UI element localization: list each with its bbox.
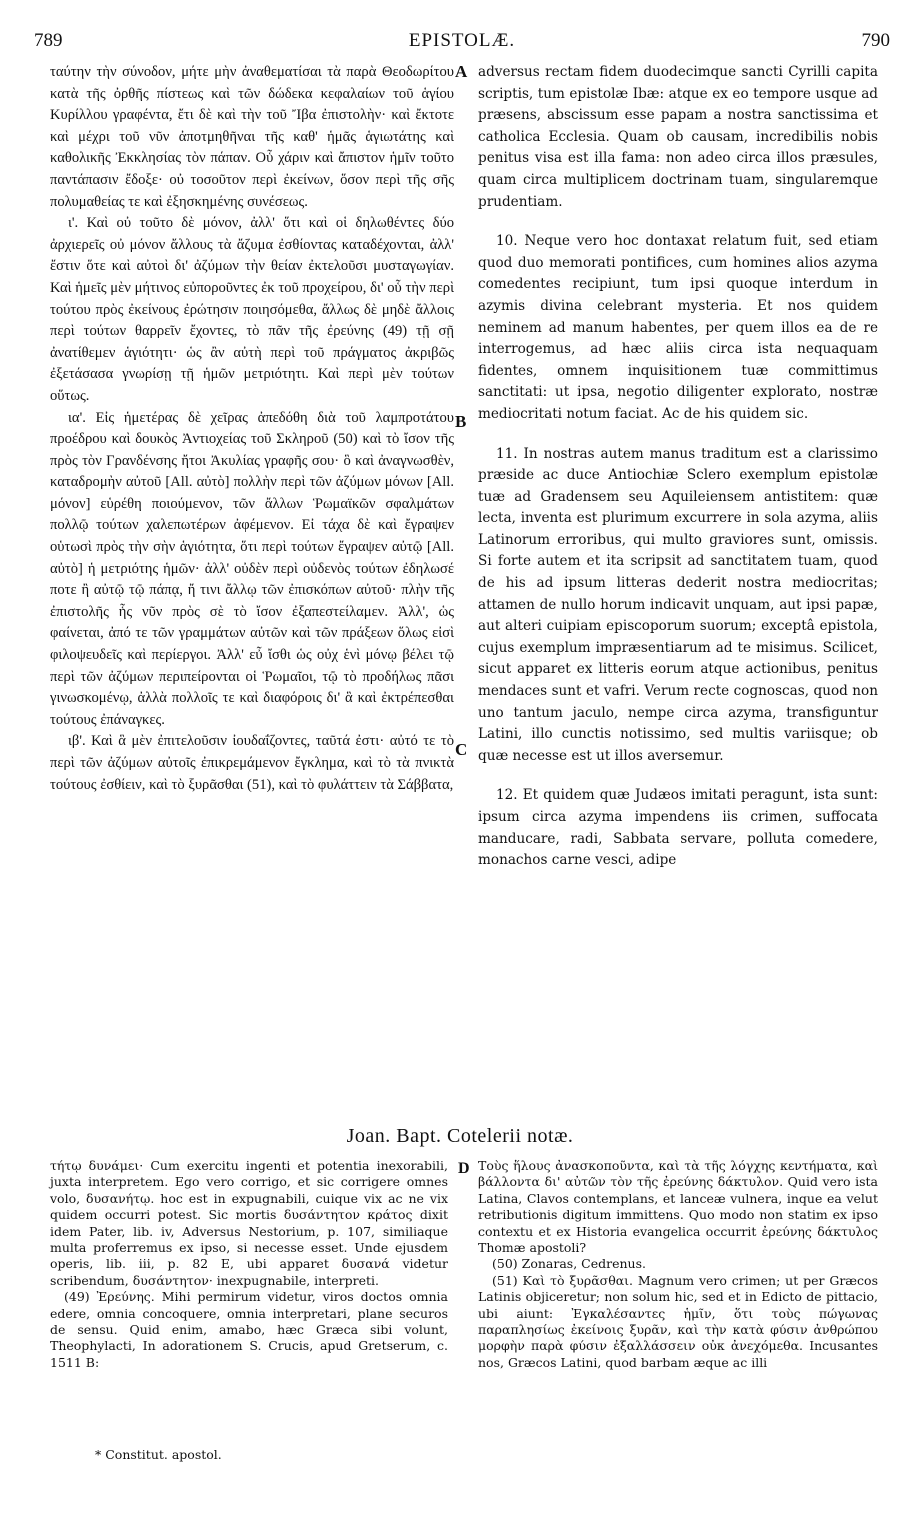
notes-right-column	[478, 1158, 878, 1371]
latin-text-column	[478, 62, 878, 872]
latin-paragraph: 12. Et quidem quæ Judæos imitati peragunt, ista sunt: ipsum circa azyma impendens iis crimen, suffocata manducare, radi, Sabbata servare, polluta comedere, monachos carne vesci, adipe	[478, 787, 878, 869]
margin-marker-b: B	[455, 412, 467, 431]
page-number-right: 790	[861, 30, 890, 51]
greek-paragraph: ια'. Εἰς ἡμετέρας δὲ χεῖρας ἀπεδόθη διὰ τοῦ λαμπροτάτου προέδρου καὶ δουκὸς Ἀντιοχείας τοῦ Σκληροῦ (50) καὶ τὸ ἴσον τῆς πρὸς τὸν Γρανδένσης ἤτοι Ἀκυλίας γραφῆς σου· ὃ καὶ ἀναγνωσθὲν, καταδρομὴν αὐτοῦ [All. αὐτὸ] πολλὴν περὶ τῶν ἀζύμων μόνων [All. μόνον] εὑρέθη ποιούμενον, τῶν ἄλλων Ῥωμαϊκῶν σφαλμάτων πολλῷ τούτων χαλεπωτέρων ἀφέμενον. Εἰ τάχα δὲ καὶ ἔγραψεν οὑτωσὶ πρὸς τὴν σὴν ἁγιότητα, ὅτι περὶ τούτων ἔγραψεν αὐτῷ [All. αὐτὸ] ἡ μετριότης ἡμῶν· ἀλλ' οὐδὲν περὶ οὐδενὸς τούτων ἐδηλωσέ ποτε ἢ αὐτῷ τῷ πάπᾳ, ἤ τινι ἄλλῳ τῶν ἐπισκόπων αὐτοῦ· πλὴν τῆς ἐπιστολῆς ἧς νῦν πρὸς σὲ τὸ ἴσον ἐξαπεστείλαμεν. Ἀλλ', ὡς φαίνεται, ἀπό τε τῶν γραμμάτων αὐτῶν καὶ τῶν πράξεων ὅλως εἰσὶ φιλοψευδεῖς καὶ περίεργοι. Ἀλλ' εὖ ἴσθι ὡς οὐχ ἑνὶ μόνῳ βέλει τῷ περὶ τῶν ἀζύμων περιπείρονται οἱ Ῥωμαῖοι, τῷ τὸ προδήλως πᾶσι γινωσκομένῳ, ἀλλὰ πολλοῖς τε καὶ διαφόροις δι' ἃ καὶ ἐκτρέπεσθαι τούτους ἐπάναγκες.	[50, 409, 454, 728]
note-paragraph: (51) Καὶ τὸ ξυρᾶσθαι. Magnum vero crimen; ut per Græcos Latinis objiceretur; non solum hic, sed et in Edicto de pittacio, ubi aiunt: Ἐγκαλέσαντες ἡμῖν, ὅτι τοὺς πώγωνας παραπλησίως ἐκείνοις ξυρᾶν, καὶ τὴν κατὰ φύσιν ἀνθρώπου μορφὴν παρὰ φύσιν ἐξαλλάσσειν οὐκ ἀνεχόμεθα. Incusantes nos, Græcos Latini, quod barbam æque ac illi	[478, 1272, 878, 1370]
margin-marker-a: A	[455, 62, 468, 81]
note-paragraph: τήτῳ δυνάμει· Cum exercitu ingenti et potentia inexorabili, juxta interpretem. Ego vero corrigo, et sic corrigere omnes volo, δυσανήτῳ. hoc est in expugnabili, cuique vix ac ne vix quidem occurri potest. Sic mortis δυσάντητον κράτος dixit idem Pater, lib. iv, Adversus Nestorium, p. 107, similiaque multa proferremus ex ipso, si necesse esset. Unde ejusdem operis, lib. iii, p. 82 E, ubi apparet δυσανά videtur scribendum, δυσάντητον· inexpugnabile, interpreti.	[50, 1158, 448, 1288]
margin-marker-d: D	[458, 1160, 470, 1177]
greek-paragraph: ιβ'. Καὶ ἃ μὲν ἐπιτελοῦσιν ἰουδαΐζοντες, ταῦτά ἐστι· αὐτό τε τὸ περὶ τῶν ἀζύμων αὐτοῖς ἐπικρεμάμενον ἔγκλημα, καὶ τὸ τὰ πνικτὰ τούτους ἐσθίειν, καὶ τὸ ξυρᾶσθαι (51), καὶ τὸ φυλάττειν τὰ Σάββατα,	[50, 733, 454, 793]
greek-paragraph: ι'. Καὶ οὐ τοῦτο δὲ μόνον, ἀλλ' ὅτι καὶ οἱ δηλωθέντες δύο ἀρχιερεῖς οὐ μόνον ἄλλους τὰ ἄζυμα ἐσθίοντας καταδέχονται, ἀλλ' ἔστιν ὅτε καὶ αὐτοὶ δι' ἀζύμων τὴν θείαν ἐκτελοῦσι μυσταγωγίαν. Καὶ ἡμεῖς μὲν μήτινος εὐποροῦντες ἐκ τοῦ προχείρου, δι' οὗ τὴν περὶ τούτου πρὸς ἐκείνους ἐρώτησιν ποιησόμεθα, ἄλλως δὲ μηδὲ ἄλλοις περὶ τούτων θαρρεῖν ἔχοντες, τὸ πᾶν τῆς ἐρεύνης (49) τῇ σῇ ἀνατίθεμεν ἁγιότητι· ὡς ἂν αὐτὴ περὶ τοῦ πράγματος ἀκριβῶς ἐξετάσασα γνωρίσῃ τῇ ἡμῶν μετριότητι. Καὶ περὶ μὲν τούτων οὕτως.	[50, 215, 454, 404]
footnote: * Constitut. apostol.	[95, 1447, 222, 1462]
greek-paragraph: ταύτην τὴν σύνοδον, μήτε μὴν ἀναθεματίσαι τὰ παρὰ Θεοδωρίτου κατὰ τῆς ὀρθῆς πίστεως καὶ τῶν δώδεκα κεφαλαίων τοῦ ἁγίου Κυρίλλου γραφέντα, ἔτι δὲ καὶ τὴν τοῦ Ἴβα ἐπιστολὴν· καὶ ἔκτοτε καὶ μέχρι τοῦ νῦν ἀποτμηθῆναι τῆς καθ' ἡμᾶς ἁγιωτάτης καὶ καθολικῆς Ἐκκλησίας τὸν πάπαν. Οὗ χάριν καὶ ἄπιστον ἡμῖν τοῦτο παντάπασιν ἔδοξε· οὐ τοσοῦτον περὶ ἐκείνων, ὅσον περὶ τῆς σῆς πολυμαθείας τε καὶ ἐξησκημένης συνέσεως.	[50, 64, 454, 210]
running-title: EPISTOLÆ.	[408, 30, 516, 51]
notes-left-column	[50, 1158, 448, 1371]
page-number-left: 789	[34, 30, 63, 51]
note-paragraph: (50) Zonaras, Cedrenus.	[492, 1256, 646, 1272]
note-paragraph: (49) Ἐρεύνης. Mihi permirum videtur, viros doctos omnia edere, omnia concoquere, omnia interpretari, plane securos de sensu. Quid enim, amabo, hæc Græca sibi volunt, Theophylacti, In adorationem S. Crucis, apud Gretserum, c. 1511 B:	[50, 1289, 448, 1370]
latin-paragraph: adversus rectam fidem duodecimque sancti Cyrilli capita scriptis, tum epistolæ Ibæ: atque ex eo tempore usque ad præsens, abscissum esse papam a nostra sanctissima et catholica Ecclesia. Quam ob causam, incredibilis nobis penitus visa est illa fama: non adeo circa illos præsules, quam circa multiplicem doctrinam tuam, singularemque prudentiam.	[478, 64, 878, 210]
note-paragraph: Τοὺς ἥλους ἀνασκοποῦντα, καὶ τὰ τῆς λόγχης κεντήματα, καὶ βάλλοντα δι' αὐτῶν τὸν τῆς ἐρεύνης δάκτυλον. Quid vero ista Latina, Clavos contemplans, et lanceæ vulnera, inque ea velut retributionis digitum immittens. Quo modo non statim ex ipso contextu et ex Historia evangelica occurrit ἐρεύνης δάκτυλος Thomæ apostoli?	[478, 1158, 878, 1256]
latin-paragraph: 11. In nostras autem manus traditum est a clarissimo præside ac duce Antiochiæ Sclero exemplum epistolæ tuæ ad Gradensem seu Aquileiensem antistitem: quæ lecta, inventa est plurimum excurrere in sola azyma, aliis Latinorum erroribus, qui multo graviores sunt, omissis. Si forte autem et ita scripsit ad sanctitatem tuam, quod de his ad ipsum litteras dederit nostra mediocritas; attamen de nullo horum indicavit unquam, aut ipsi papæ, aut alteri cuipiam episcoporum suorum; exceptâ epistola, cujus exemplum impræsentiarum ad te misimus. Scilicet, sicut apparet ex litteris eorum atque actionibus, penitus mendaces sunt et vafri. Verum recte cognoscas, quod non uno tantum jaculo, nempe circa azyma, transfiguntur Latini, illo cunctis notissimo, sed multis variisque; ob quæ necesse est ut illos aversemur.	[478, 445, 878, 764]
latin-paragraph: 10. Neque vero hoc dontaxat relatum fuit, sed etiam quod duo memorati pontifices, cum homines alios azyma comedentes recipiunt, tum ipsi quoque interdum in azymis divina celebrant mysteria. Et nos quidem neminem ad manum habentes, per quem illos ea de re interrogemus, ad hæc aliis circa ista nequaquam fidentes, omnem inquisitionem tuæ committimus sanctitati: ut ipsa, negotio diligenter explorato, nostræ mediocritati notum faciat. Ac de his quidem sic.	[478, 233, 878, 422]
notes-heading: Joan. Bapt. Cotelerii notæ.	[346, 1125, 574, 1147]
page-header	[34, 30, 890, 54]
margin-marker-c: C	[455, 740, 468, 759]
greek-text-column	[50, 62, 454, 796]
